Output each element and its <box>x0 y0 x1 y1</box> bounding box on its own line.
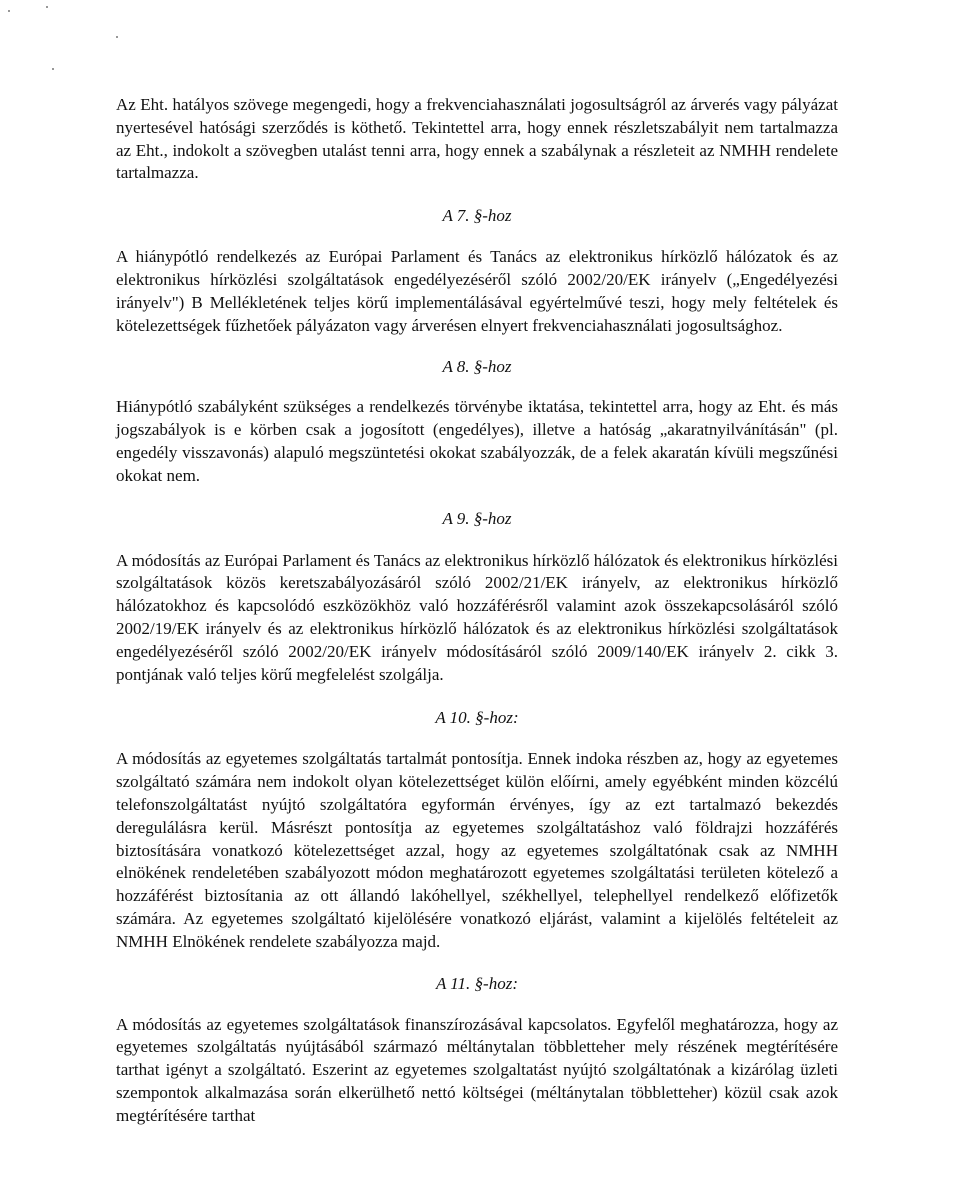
paragraph-intro: Az Eht. hatályos szövege megengedi, hogy a frekvenciahasználati jogosultságról az árverés vagy pályázat nyertesével hatósági szerződés is köthető. Tekintettel arra, hogy ennek részletszabályit nem tartalmazza az Eht., indokolt a szövegben utalást tenni arra, hogy ennek a szabálynak a részleteit az NMHH rendelete tartalmazza. <box>116 95 838 183</box>
paragraph-section-8: Hiánypótló szabályként szükséges a rendelkezés törvénybe iktatása, tekintettel arra, hogy az Eht. és más jogszabályok is e körben csak a jogosított (engedélyes), illetve a hatóság „akaratnyilvánításán" (pl. engedély visszavonás) alapuló megszüntetési okokat szabályozzák, de a felek akaratán kívüli megszűnési okokat nem. <box>116 397 838 485</box>
section-heading-9: A 9. §-hoz <box>442 508 512 528</box>
scan-speck <box>52 68 54 70</box>
scan-speck <box>8 10 10 12</box>
section-heading-8: A 8. §-hoz <box>442 357 512 377</box>
paragraph-section-7: A hiánypótló rendelkezés az Európai Parlament és Tanács az elektronikus hírközlő hálózatok és az elektronikus hírközlési szolgáltatások engedélyezéséről szóló 2002/20/EK irányelv („Engedélyezési irányelv") B Mellékletének teljes körű implementálásával egyértelművé teszi, hogy mely feltételek és kötelezettségek fűzhetőek pályázaton vagy árverésen elnyert frekvenciahasználati jogosultsághoz. <box>116 247 838 335</box>
section-heading-7: A 7. §-hoz <box>442 206 512 226</box>
paragraph-section-10: A módosítás az egyetemes szolgáltatás tartalmát pontosítja. Ennek indoka részben az, hogy az egyetemes szolgáltató számára nem indokolt olyan kötelezettséget külön előírni, amely egyébként minden közcélú telefonszolgáltatást nyújtó szolgáltatóra egyformán érvényes, így az ezt tartalmazó bekezdés deregulálásra kerül. Másrészt pontosítja az egyetemes szolgáltatáshoz való földrajzi hozzáférés biztosítására vonatkozó kötelezettséget azzal, hogy az egyetemes szolgáltatónak csak az NMHH elnökének rendeletében szabályozott módon meghatározott egyetemes szolgáltatási területen kötelező a hozzáférést biztosítania az ott állandó lakóhellyel, székhellyel, telephellyel rendelkező előfizetők számára. Az egyetemes szolgáltató kijelölésére vonatkozó eljárást, valamint a kijelölés feltételeit az NMHH Elnökének rendelete szabályozza majd. <box>116 749 838 951</box>
document-page <box>116 94 838 1128</box>
paragraph-section-11: A módosítás az egyetemes szolgáltatások finanszírozásával kapcsolatos. Egyfelől meghatározza, hogy az egyetemes szolgáltatás nyújtásából származó méltánytalan többletteher mely részének megtérítésére tarthat igényt a szolgáltató. Eszerint az egyetemes szolgaltatást nyújtó szolgáltatónak a kizárólag üzleti szempontok alkalmazása során elkerülhető nettó költségei (méltánytalan többletteher) közül csak azok megtérítésére tarthat <box>116 1014 838 1125</box>
paragraph-section-9: A módosítás az Európai Parlament és Tanács az elektronikus hírközlő hálózatok és elektronikus hírközlési szolgáltatások közös keretszabályozásáról szóló 2002/21/EK irányelv, az elektronikus hírközlő hálózatokhoz és kapcsolódó eszközökhöz való hozzáférésről valamint azok összekapcsolásáról szóló 2002/19/EK irányelv és az elektronikus hírközlő hálózatok és az elektronikus hírközlési szolgáltatások engedélyezéséről szóló 2002/20/EK irányelv módosításáról szóló 2009/140/EK irányelv 2. cikk 3. pontjának való teljes körű megfelelést szolgálja. <box>116 550 838 684</box>
section-heading-11: A 11. §-hoz: <box>435 973 518 993</box>
section-heading-10: A 10. §-hoz: <box>435 708 519 728</box>
scan-speck <box>116 36 118 38</box>
scan-speck <box>46 6 48 8</box>
